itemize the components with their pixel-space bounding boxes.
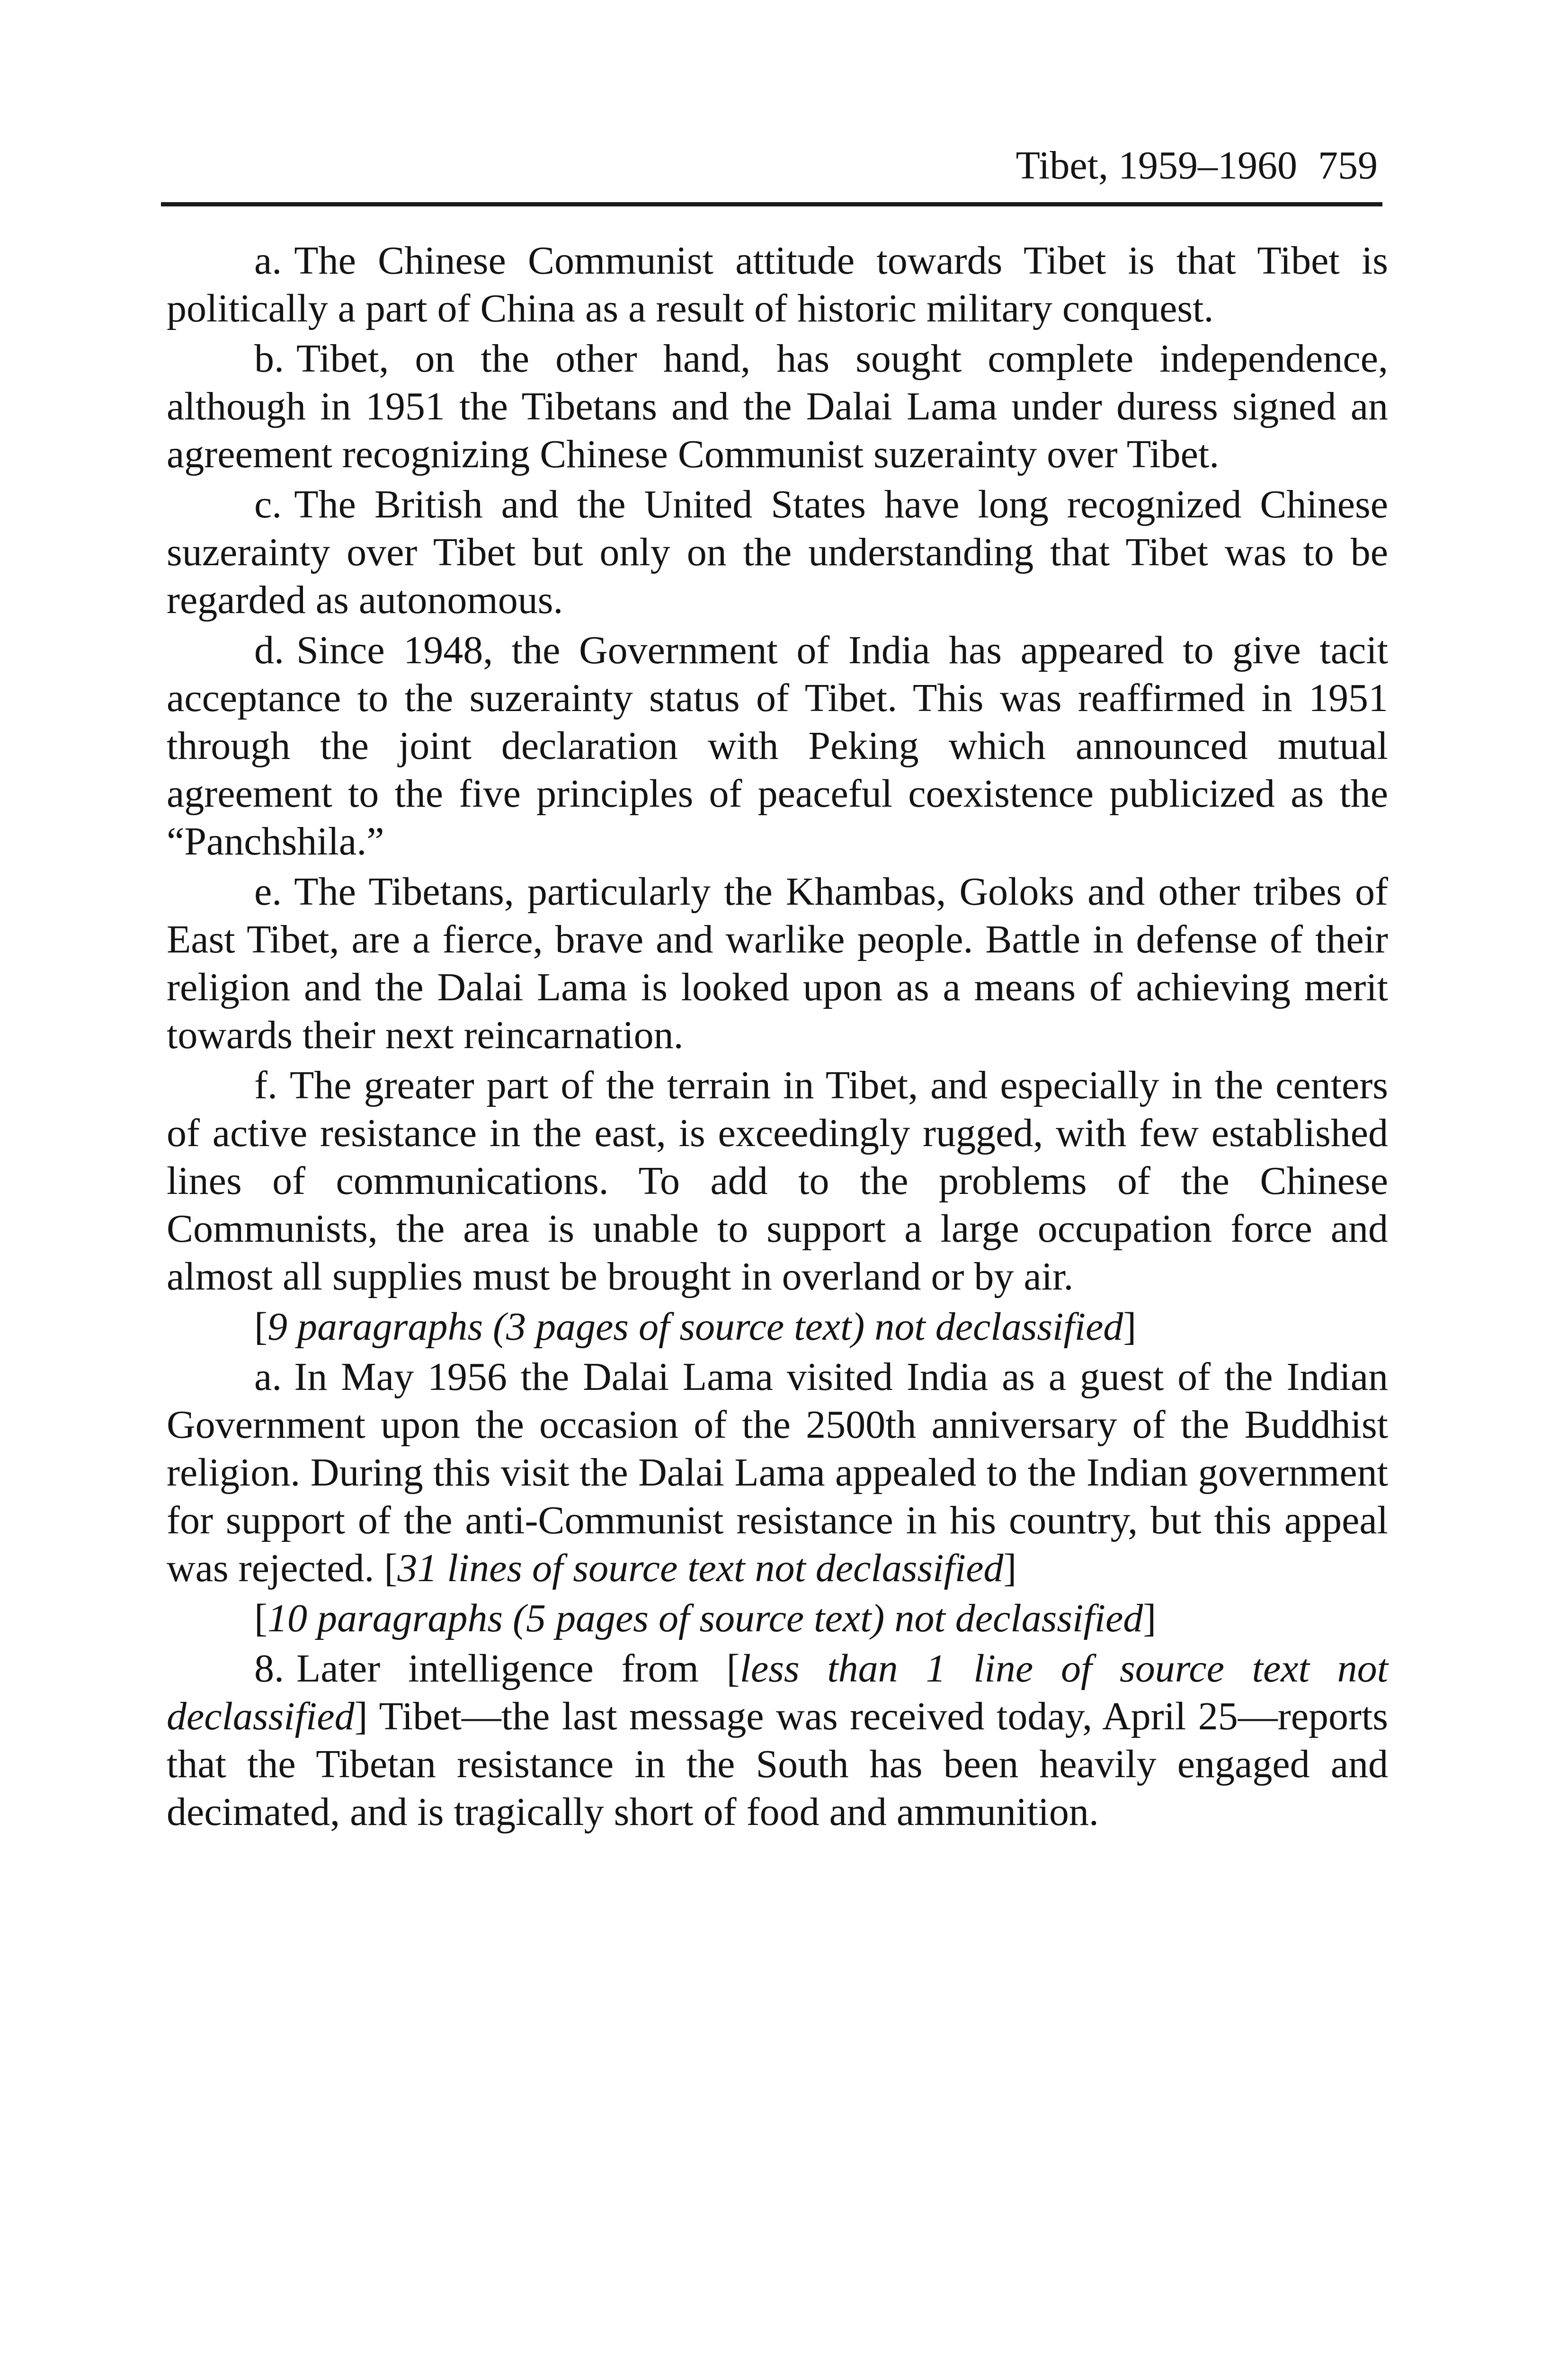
running-title: Tibet, 1959–1960 [1016,143,1297,187]
paragraph-label: f. [254,1063,277,1107]
editorial-inline-note: 31 lines of source text not declassified [397,1546,1004,1590]
paragraph-text: The British and the United States have long recognized Chinese suzerainty over Tibet but only on the understanding that Tibet was to be regarded as autonomous. [167,482,1388,622]
paragraph-c [167,481,1388,624]
paragraph-text-after: Tibet—the last message was received today, April 25—reports that the Tibetan resistance in the South has been heavily engaged and decimated, and is tragically short of food and ammunition. [167,1694,1388,1834]
paragraph-text: In May 1956 the Dalai Lama visited India as a guest of the Indian Government upon the occasion of the 2500th anniversary of the Buddhist religion. During this visit the Dalai Lama appealed to the Indian government for support of the anti-Communist resistance in his country, but this appeal was rejected. [167,1355,1388,1590]
paragraph-text: Since 1948, the Government of India has appeared to give tacit acceptance to the suzerainty status of Tibet. This was reaffirmed in 1951 through the joint declaration with Peking which announced mutual agreement to the five principles of peaceful coexistence publicized as the “Panchshila.” [167,628,1388,863]
editorial-note-2: [10 paragraphs (5 pages of source text) not declassified] [254,1596,1157,1640]
paragraph-a-2: a. In May 1956 the Dalai Lama visited India as a guest of the Indian Government upon the occasion of the 2500th anniversary of the Buddhist religion. During this visit the Dalai Lama appealed to the Indian government for support of the anti-Communist resistance in his country, but this appeal was rejected. [31 lines of source text not declassified] [167,1355,1388,1590]
paragraph-e [167,868,1388,1059]
paragraph-label: 8. [254,1646,284,1691]
paragraph-text-before: Later intelligence from [296,1646,699,1691]
paragraph-8: 8. Later intelligence from [less than 1 line of source text not declassified] Tibet—the last message was received today, April 25—reports that the Tibetan resistance in the South has been heavily engaged and decimated, and is tragically short of food and ammunition. [167,1646,1388,1834]
paragraph-label: c. [254,482,282,526]
editorial-inline-note: less than 1 line of source text not declassified [167,1646,1388,1738]
paragraph-text: Tibet, on the other hand, has sought complete independence, although in 1951 the Tibetans and the Dalai Lama under duress signed an agreement recognizing Chinese Communist suzerainty over Tibet. [167,337,1388,476]
paragraph-a [167,237,1388,332]
document-body [167,237,1388,1838]
paragraph-text: The Tibetans, particularly the Khambas, Goloks and other tribes of East Tibet, are a fierce, brave and warlike people. Battle in defense of their religion and the Dalai Lama is looked upon as a means of achieving merit towards their next reincarnation. [167,870,1388,1057]
paragraph-label: a. [254,239,282,283]
running-head-text [1016,142,1378,189]
paragraph-f [167,1061,1388,1300]
paragraph-label: b. [254,337,284,381]
paragraph-d [167,626,1388,865]
editorial-note-text: 9 paragraphs (3 pages of source text) not declassified [267,1305,1123,1349]
editorial-note-1: [9 paragraphs (3 pages of source text) not declassified] [254,1305,1137,1349]
paragraph-label: e. [254,870,282,914]
running-head [161,140,1382,206]
paragraph-b [167,335,1388,478]
paragraph-label: a. [254,1355,282,1399]
paragraph-text: The Chinese Communist attitude towards Tibet is that Tibet is politically a part of China as a result of historic military conquest. [167,239,1388,330]
page-number: 759 [1318,143,1378,187]
paragraph-label: d. [254,628,284,672]
paragraph-text: The greater part of the terrain in Tibet, and especially in the centers of active resistance in the east, is exceedingly rugged, with few established lines of communications. To add to the problems of the Chinese Communists, the area is unable to support a large occupation force and almost all supplies must be brought in overland or by air. [167,1063,1388,1299]
editorial-note-text: 10 paragraphs (5 pages of source text) not declassified [267,1596,1143,1640]
